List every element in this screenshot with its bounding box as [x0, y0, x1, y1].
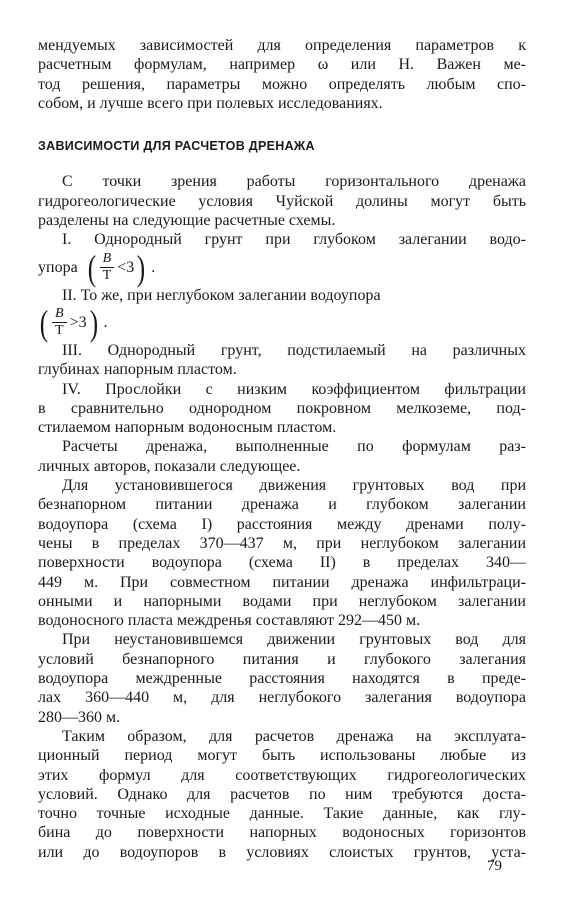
text-line: гидрогеологические условия Чуйской долины могут быть — [38, 192, 526, 210]
text-line: II. То же, при неглубоком залегании водоупора — [62, 286, 381, 304]
fraction — [52, 307, 67, 338]
text-line: личных авторов, показали следующее. — [38, 457, 301, 475]
text-line: водоупора (схема I) расстояния между дренами полу- — [38, 515, 526, 533]
text-line: лах 360—440 м, для неглубокого залегания водоупора — [38, 689, 526, 707]
scheme-4 — [38, 380, 526, 438]
right-paren: ) — [137, 247, 146, 288]
text-line: 449 м. При совместном питании дренажа инфильтраци- — [38, 573, 526, 591]
text-line: 280—360 м. — [38, 708, 121, 726]
text-line: IV. Прослойки с низким коэффициентом фильтрации — [62, 380, 526, 398]
page-number: 79 — [487, 858, 502, 874]
text-line: Расчеты дренажа, выполненные по формулам раз- — [62, 438, 526, 456]
text-line: бина до поверхности напорных водоносных горизонтов — [38, 824, 526, 842]
fraction-numerator: B — [100, 252, 115, 268]
paragraph-unsteady-flow — [38, 630, 526, 726]
formula-end: . — [103, 314, 108, 332]
left-paren: ( — [87, 247, 96, 288]
text-line: этих формул для соответствующих гидрогеологических — [38, 766, 526, 784]
text-line: стилаемом напорным водоносным пластом. — [38, 419, 337, 437]
text-line: ционный период могут быть использованы любые из — [38, 747, 526, 765]
formula-relation: >3 — [69, 314, 87, 332]
text-line: тод решения, параметры можно определять любым спо- — [38, 75, 526, 93]
text-line: онными и напорными водами при неглубоком залегании — [38, 592, 526, 610]
formula-end: . — [151, 259, 156, 277]
text-line: мендуемых зависимостей для определения параметров к — [38, 37, 526, 54]
text-line: III. Однородный грунт, подстилаемый на различных — [62, 341, 526, 359]
formula-relation: <3 — [117, 259, 135, 277]
text-line: водоупора междренные расстояния находятся в преде- — [38, 670, 526, 688]
section-heading: ЗАВИСИМОСТИ ДЛЯ РАСЧЕТОВ ДРЕНАЖА — [38, 139, 315, 154]
text-line: С точки зрения работы горизонтального дренажа — [62, 173, 526, 191]
text-line: условий безнапорного питания и глубокого залегания — [38, 650, 526, 668]
fraction — [100, 252, 115, 283]
paragraph-results-intro — [38, 437, 526, 476]
scheme-1 — [38, 230, 526, 288]
text-line: I. Однородный грунт при глубоком залегании водо- — [62, 231, 526, 249]
formula-scheme-1 — [38, 247, 526, 288]
text-line: поверхности водоупора (схема II) в пределах 340— — [38, 554, 526, 572]
right-paren: ) — [89, 302, 98, 343]
paragraph-conclusion — [38, 727, 526, 862]
formula-prefix: упора — [38, 259, 78, 277]
fraction-denominator: T — [55, 323, 64, 339]
text-line: водоносного пласта междренья составляют 292—450 м. — [38, 612, 421, 630]
text-line: собом, и лучше всего при полевых исследованиях. — [38, 94, 383, 112]
text-line: Для установившегося движения грунтовых вод при — [62, 477, 526, 495]
scheme-3 — [38, 341, 526, 380]
text-line: расчетным формулам, например ω или H. Важен ме- — [38, 56, 526, 74]
text-line: глубинах напорным пластом. — [38, 361, 237, 379]
fraction-denominator: T — [102, 268, 112, 284]
text-line: условий. Однако для расчетов по ним требуются доста- — [38, 785, 526, 803]
text-line: безнапорном питании дренажа и глубоком залегании — [38, 496, 526, 514]
text-line: чены в пределах 370—437 м, при неглубоком залегании — [38, 534, 526, 552]
page-text — [38, 36, 526, 862]
text-line: разделены на следующие расчетные схемы. — [38, 212, 336, 230]
left-paren: ( — [39, 302, 49, 343]
intro-paragraph — [38, 36, 526, 113]
text-line: или до водоупоров в условиях слоистых грунтов, уста- — [38, 843, 526, 861]
text-line: в сравнительно однородном покровном мелкоземе, под- — [38, 399, 526, 417]
formula-scheme-2 — [38, 302, 526, 343]
text-line: точно точные исходные данные. Такие данные, как глу- — [38, 805, 526, 823]
text-line: Таким образом, для расчетов дренажа на эксплуата- — [62, 727, 526, 745]
paragraph-schemes-intro — [38, 172, 526, 230]
fraction-numerator: B — [52, 307, 67, 323]
scheme-2 — [38, 286, 526, 341]
text-line: При неустановившемся движении грунтовых вод для — [62, 631, 526, 649]
paragraph-steady-flow — [38, 476, 526, 630]
